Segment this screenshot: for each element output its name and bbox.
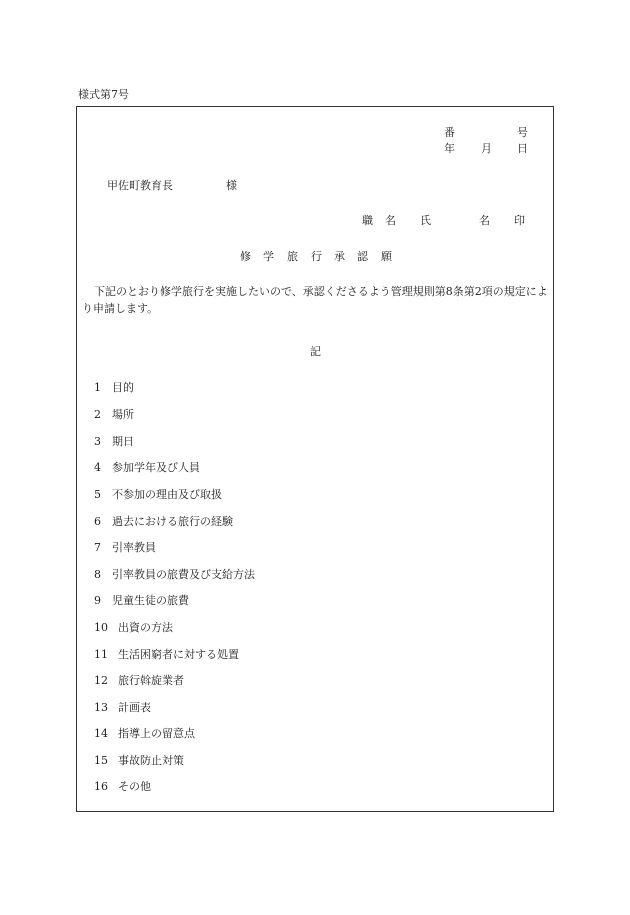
list-item bbox=[94, 752, 184, 768]
list-item bbox=[94, 513, 233, 529]
date-label-month: 月 bbox=[481, 142, 492, 155]
list-item bbox=[94, 699, 151, 715]
item-number: 9 bbox=[94, 594, 101, 607]
item-label: 指導上の留意点 bbox=[118, 727, 195, 740]
applicant-shi: 氏 bbox=[420, 214, 431, 227]
item-label: 事故防止対策 bbox=[118, 754, 184, 767]
title-char-5: 承 bbox=[334, 250, 345, 263]
addressee-name: 甲佐町教育長 bbox=[107, 179, 173, 192]
item-label: 生活困窮者に対する処置 bbox=[118, 648, 239, 661]
applicant-shoku: 職 bbox=[362, 214, 373, 227]
list-item bbox=[94, 539, 156, 555]
list-item bbox=[94, 566, 255, 582]
item-label: 過去における旅行の経験 bbox=[112, 515, 233, 528]
title-char-6: 認 bbox=[357, 250, 368, 263]
item-label: 計画表 bbox=[118, 701, 151, 714]
item-number: 2 bbox=[94, 408, 101, 421]
list-item bbox=[94, 646, 239, 662]
title-char-7: 願 bbox=[381, 250, 392, 263]
item-number: 10 bbox=[94, 621, 108, 634]
ki-heading: 記 bbox=[310, 345, 321, 358]
item-label: 場所 bbox=[112, 408, 134, 421]
number-label-ban: 番 bbox=[444, 126, 455, 139]
number-label-go: 号 bbox=[517, 126, 528, 139]
item-label: 不参加の理由及び取扱 bbox=[112, 488, 222, 501]
list-item bbox=[94, 379, 134, 395]
item-number: 14 bbox=[94, 727, 108, 740]
list-item bbox=[94, 433, 134, 449]
title-char-1: 修 bbox=[240, 250, 251, 263]
date-label-day: 日 bbox=[517, 142, 528, 155]
form-number: 様式第7号 bbox=[78, 88, 129, 101]
item-label: 参加学年及び人員 bbox=[112, 461, 200, 474]
applicant-in: 印 bbox=[514, 214, 525, 227]
item-label: 旅行斡旋業者 bbox=[118, 674, 184, 687]
list-item bbox=[94, 778, 151, 794]
list-item bbox=[94, 672, 184, 688]
item-label: 児童生徒の旅費 bbox=[112, 594, 189, 607]
item-number: 3 bbox=[94, 435, 101, 448]
item-number: 13 bbox=[94, 701, 108, 714]
list-item bbox=[94, 486, 222, 502]
item-label: 目的 bbox=[112, 381, 134, 394]
title-char-2: 学 bbox=[263, 250, 274, 263]
addressee-honorific: 様 bbox=[226, 179, 237, 192]
applicant-mei: 名 bbox=[385, 214, 396, 227]
title-char-4: 行 bbox=[311, 250, 322, 263]
title-char-3: 旅 bbox=[287, 250, 298, 263]
item-number: 15 bbox=[94, 754, 108, 767]
item-number: 4 bbox=[94, 461, 101, 474]
item-label: その他 bbox=[118, 780, 151, 793]
item-number: 1 bbox=[94, 381, 101, 394]
applicant-na: 名 bbox=[479, 214, 490, 227]
item-label: 引率教員の旅費及び支給方法 bbox=[112, 568, 255, 581]
list-item bbox=[94, 725, 195, 741]
item-number: 12 bbox=[94, 674, 108, 687]
item-number: 11 bbox=[94, 648, 108, 661]
item-number: 5 bbox=[94, 488, 101, 501]
date-label-year: 年 bbox=[444, 142, 455, 155]
item-number: 6 bbox=[94, 515, 101, 528]
list-item bbox=[94, 592, 189, 608]
item-label: 出資の方法 bbox=[118, 621, 173, 634]
item-number: 7 bbox=[94, 541, 101, 554]
list-item bbox=[94, 406, 134, 422]
application-body: 下記のとおり修学旅行を実施したいので、承認くださるよう管理規則第8条第2項の規定により申請します。 bbox=[82, 285, 548, 315]
list-item bbox=[94, 619, 173, 635]
item-number: 16 bbox=[94, 780, 108, 793]
item-label: 引率教員 bbox=[112, 541, 156, 554]
list-item bbox=[94, 459, 200, 475]
item-label: 期日 bbox=[112, 435, 134, 448]
item-number: 8 bbox=[94, 568, 101, 581]
